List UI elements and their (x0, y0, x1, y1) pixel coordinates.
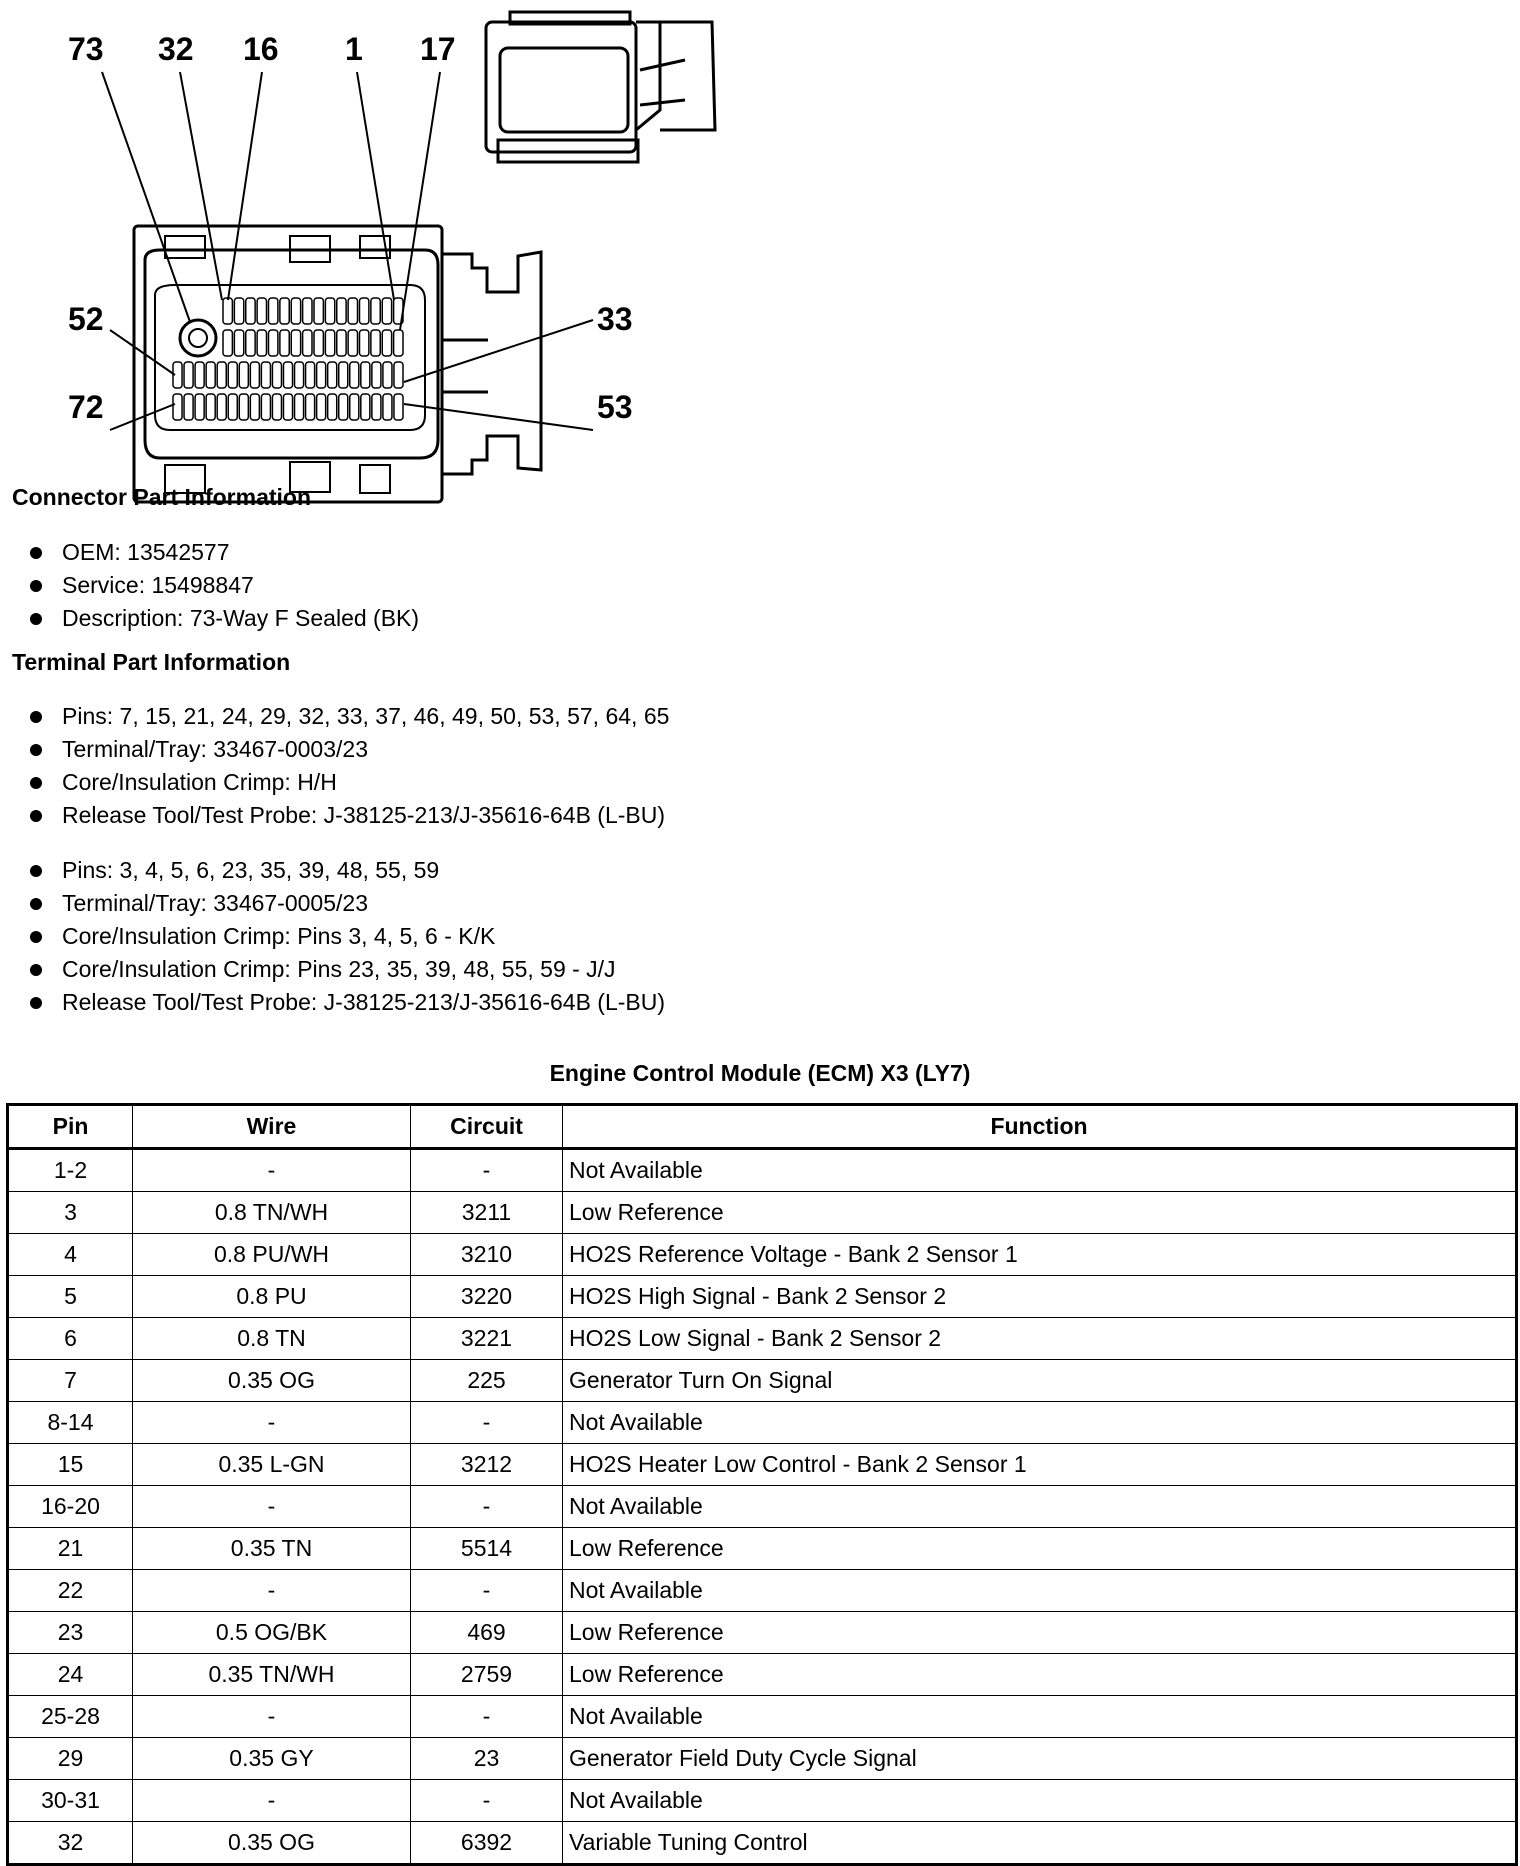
cell-function: HO2S Heater Low Control - Bank 2 Sensor 1 (563, 1444, 1517, 1486)
table-row (8, 1276, 1517, 1318)
cell-circuit: - (411, 1149, 563, 1192)
cell-pin: 32 (8, 1822, 133, 1865)
table-row (8, 1780, 1517, 1822)
list-item: Core/Insulation Crimp: H/H (30, 766, 669, 799)
terminal-cavity (234, 298, 243, 324)
terminal-cavity (325, 330, 334, 356)
pinout-table (6, 1103, 1518, 1866)
terminal-cavity (360, 330, 369, 356)
cell-pin: 16-20 (8, 1486, 133, 1528)
terminal-cavity (394, 394, 403, 420)
cell-pin: 24 (8, 1654, 133, 1696)
cell-pin: 8-14 (8, 1402, 133, 1444)
table-header-row (8, 1105, 1517, 1149)
terminal-cavity (184, 394, 193, 420)
terminal-cavity (383, 362, 392, 388)
cell-pin: 4 (8, 1234, 133, 1276)
cell-function: Not Available (563, 1486, 1517, 1528)
list-item: Terminal/Tray: 33467-0005/23 (30, 887, 665, 920)
terminal-cavity (339, 362, 348, 388)
cell-wire: 0.35 L-GN (133, 1444, 411, 1486)
table-row (8, 1402, 1517, 1444)
cell-wire: 0.5 OG/BK (133, 1612, 411, 1654)
terminal-cavity (217, 362, 226, 388)
callout-52: 52 (68, 301, 104, 337)
terminal-cavity (371, 330, 380, 356)
table-row (8, 1570, 1517, 1612)
cell-pin: 7 (8, 1360, 133, 1402)
cell-circuit: 3220 (411, 1276, 563, 1318)
cell-circuit: 2759 (411, 1654, 563, 1696)
terminal-cavity (317, 394, 326, 420)
terminal-cavity (280, 330, 289, 356)
terminal-cavity (184, 362, 193, 388)
cell-function: Not Available (563, 1570, 1517, 1612)
list-item: Description: 73-Way F Sealed (BK) (30, 602, 419, 635)
table-row (8, 1234, 1517, 1276)
cell-pin: 29 (8, 1738, 133, 1780)
table-row (8, 1192, 1517, 1234)
terminal-cavity (348, 298, 357, 324)
list-item: Core/Insulation Crimp: Pins 23, 35, 39, 48, 55, 59 - J/J (30, 953, 665, 986)
cell-wire: 0.8 PU/WH (133, 1234, 411, 1276)
table-row (8, 1528, 1517, 1570)
cell-function: Generator Field Duty Cycle Signal (563, 1738, 1517, 1780)
cell-circuit: 3210 (411, 1234, 563, 1276)
list-item: Pins: 3, 4, 5, 6, 23, 35, 39, 48, 55, 59 (30, 854, 665, 887)
terminal-cavity (206, 394, 215, 420)
table-row (8, 1444, 1517, 1486)
terminal-cavity (250, 362, 259, 388)
terminal-cavity (246, 298, 255, 324)
cell-pin: 1-2 (8, 1149, 133, 1192)
cell-circuit: 225 (411, 1360, 563, 1402)
terminal-cavity (239, 394, 248, 420)
terminal-cavity (314, 298, 323, 324)
cell-function: Generator Turn On Signal (563, 1360, 1517, 1402)
table-row (8, 1318, 1517, 1360)
terminal-cavity (295, 394, 304, 420)
table-row (8, 1486, 1517, 1528)
cell-wire: - (133, 1696, 411, 1738)
cell-function: Variable Tuning Control (563, 1822, 1517, 1865)
table-row (8, 1360, 1517, 1402)
list-item: Terminal/Tray: 33467-0003/23 (30, 733, 669, 766)
terminal-cavity (303, 298, 312, 324)
cell-circuit: - (411, 1696, 563, 1738)
cell-pin: 25-28 (8, 1696, 133, 1738)
terminal-cavity (283, 362, 292, 388)
cell-circuit: 6392 (411, 1822, 563, 1865)
terminal-cavity (272, 362, 281, 388)
terminal-cavity (250, 394, 259, 420)
cell-wire: - (133, 1780, 411, 1822)
cell-function: Low Reference (563, 1654, 1517, 1696)
cell-pin: 5 (8, 1276, 133, 1318)
cell-circuit: 469 (411, 1612, 563, 1654)
callout-53: 53 (597, 389, 633, 425)
list-item: Release Tool/Test Probe: J-38125-213/J-35616-64B (L-BU) (30, 986, 665, 1019)
terminal-cavity (257, 298, 266, 324)
terminal-cavity (360, 298, 369, 324)
terminal-cavity (371, 298, 380, 324)
terminal-cavity (228, 394, 237, 420)
cell-wire: 0.35 TN/WH (133, 1654, 411, 1696)
cell-circuit: - (411, 1570, 563, 1612)
list-item: Release Tool/Test Probe: J-38125-213/J-35616-64B (L-BU) (30, 799, 669, 832)
cell-wire: - (133, 1149, 411, 1192)
cell-function: HO2S High Signal - Bank 2 Sensor 2 (563, 1276, 1517, 1318)
cell-wire: 0.35 OG (133, 1822, 411, 1865)
callout-73: 73 (68, 31, 104, 67)
terminal-cavity (382, 298, 391, 324)
header-pin: Pin (8, 1105, 133, 1149)
cell-pin: 22 (8, 1570, 133, 1612)
cell-circuit: - (411, 1402, 563, 1444)
list-item: Core/Insulation Crimp: Pins 3, 4, 5, 6 - K/K (30, 920, 665, 953)
terminal-group-1-list (30, 700, 669, 832)
terminal-cavity (337, 330, 346, 356)
cell-function: Low Reference (563, 1612, 1517, 1654)
terminal-cavity (394, 362, 403, 388)
table-row (8, 1738, 1517, 1780)
list-item: Pins: 7, 15, 21, 24, 29, 32, 33, 37, 46, 49, 50, 53, 57, 64, 65 (30, 700, 669, 733)
callout-72: 72 (68, 389, 104, 425)
cell-pin: 21 (8, 1528, 133, 1570)
cell-wire: 0.35 GY (133, 1738, 411, 1780)
callout-17: 17 (420, 31, 456, 67)
cell-pin: 6 (8, 1318, 133, 1360)
terminal-cavity (280, 298, 289, 324)
terminal-cavity (234, 330, 243, 356)
terminal-cavity (382, 330, 391, 356)
cell-function: Low Reference (563, 1528, 1517, 1570)
cell-circuit: - (411, 1486, 563, 1528)
terminal-cavity (195, 394, 204, 420)
terminal-cavity (350, 394, 359, 420)
cell-wire: 0.8 TN (133, 1318, 411, 1360)
cell-circuit: 5514 (411, 1528, 563, 1570)
cell-function: Not Available (563, 1780, 1517, 1822)
terminal-cavity (269, 330, 278, 356)
callout-32: 32 (158, 31, 194, 67)
cell-pin: 15 (8, 1444, 133, 1486)
cell-wire: - (133, 1486, 411, 1528)
table-row (8, 1149, 1517, 1192)
terminal-cavity (306, 394, 315, 420)
terminal-cavity (206, 362, 215, 388)
cell-wire: 0.8 TN/WH (133, 1192, 411, 1234)
cell-wire: 0.8 PU (133, 1276, 411, 1318)
cell-pin: 3 (8, 1192, 133, 1234)
terminal-cavity (314, 330, 323, 356)
terminal-cavity (383, 394, 392, 420)
cell-function: HO2S Low Signal - Bank 2 Sensor 2 (563, 1318, 1517, 1360)
terminal-cavity (223, 298, 232, 324)
cell-pin: 30-31 (8, 1780, 133, 1822)
cell-function: Not Available (563, 1696, 1517, 1738)
terminal-cavity (372, 362, 381, 388)
cell-wire: 0.35 TN (133, 1528, 411, 1570)
terminal-cavity (291, 330, 300, 356)
cell-function: Low Reference (563, 1192, 1517, 1234)
cell-wire: - (133, 1570, 411, 1612)
terminal-cavity (328, 362, 337, 388)
table-row (8, 1612, 1517, 1654)
terminal-cavity (372, 394, 381, 420)
cell-function: Not Available (563, 1402, 1517, 1444)
terminal-cavity (325, 298, 334, 324)
terminal-cavity (261, 394, 270, 420)
cell-circuit: 3211 (411, 1192, 563, 1234)
list-item: OEM: 13542577 (30, 536, 419, 569)
terminal-group-2-list (30, 854, 665, 1019)
terminal-cavity (173, 394, 182, 420)
connector-perspective-view (486, 12, 715, 162)
connector-part-info-heading: Connector Part Information (12, 484, 312, 510)
header-circuit: Circuit (411, 1105, 563, 1149)
cell-pin: 23 (8, 1612, 133, 1654)
terminal-cavity (361, 362, 370, 388)
terminal-cavity (348, 330, 357, 356)
terminal-cavity (350, 362, 359, 388)
terminal-cavity (223, 330, 232, 356)
cell-circuit: 3212 (411, 1444, 563, 1486)
terminal-cavity (246, 330, 255, 356)
terminal-cavity (257, 330, 266, 356)
terminal-cavity (228, 362, 237, 388)
terminal-cavity (339, 394, 348, 420)
cell-circuit: - (411, 1780, 563, 1822)
cell-wire: - (133, 1402, 411, 1444)
terminal-cavity (261, 362, 270, 388)
terminal-cavity (217, 394, 226, 420)
cell-circuit: 3221 (411, 1318, 563, 1360)
terminal-cavity (337, 298, 346, 324)
terminal-cavity (272, 394, 281, 420)
terminal-cavity (394, 330, 403, 356)
header-wire: Wire (133, 1105, 411, 1149)
table-title: Engine Control Module (ECM) X3 (LY7) (549, 1060, 971, 1086)
connector-diagram (0, 0, 760, 425)
terminal-cavity (306, 362, 315, 388)
header-function: Function (563, 1105, 1517, 1149)
cell-function: HO2S Reference Voltage - Bank 2 Sensor 1 (563, 1234, 1517, 1276)
terminal-cavity (195, 362, 204, 388)
table-row (8, 1654, 1517, 1696)
terminal-cavity (303, 330, 312, 356)
table-row (8, 1822, 1517, 1865)
terminal-cavity (295, 362, 304, 388)
terminal-cavity (239, 362, 248, 388)
list-item: Service: 15498847 (30, 569, 419, 602)
callout-33: 33 (597, 301, 633, 337)
connector-part-info-list (30, 536, 419, 635)
callout-16: 16 (243, 31, 279, 67)
table-row (8, 1696, 1517, 1738)
terminal-cavity (317, 362, 326, 388)
terminal-cavity (361, 394, 370, 420)
cell-wire: 0.35 OG (133, 1360, 411, 1402)
terminal-cavity (269, 298, 278, 324)
terminal-cavity (328, 394, 337, 420)
terminal-part-info-heading: Terminal Part Information (12, 649, 291, 675)
cell-function: Not Available (563, 1149, 1517, 1192)
terminal-cavity (283, 394, 292, 420)
terminal-cavity (291, 298, 300, 324)
callout-1: 1 (345, 31, 363, 67)
cell-circuit: 23 (411, 1738, 563, 1780)
